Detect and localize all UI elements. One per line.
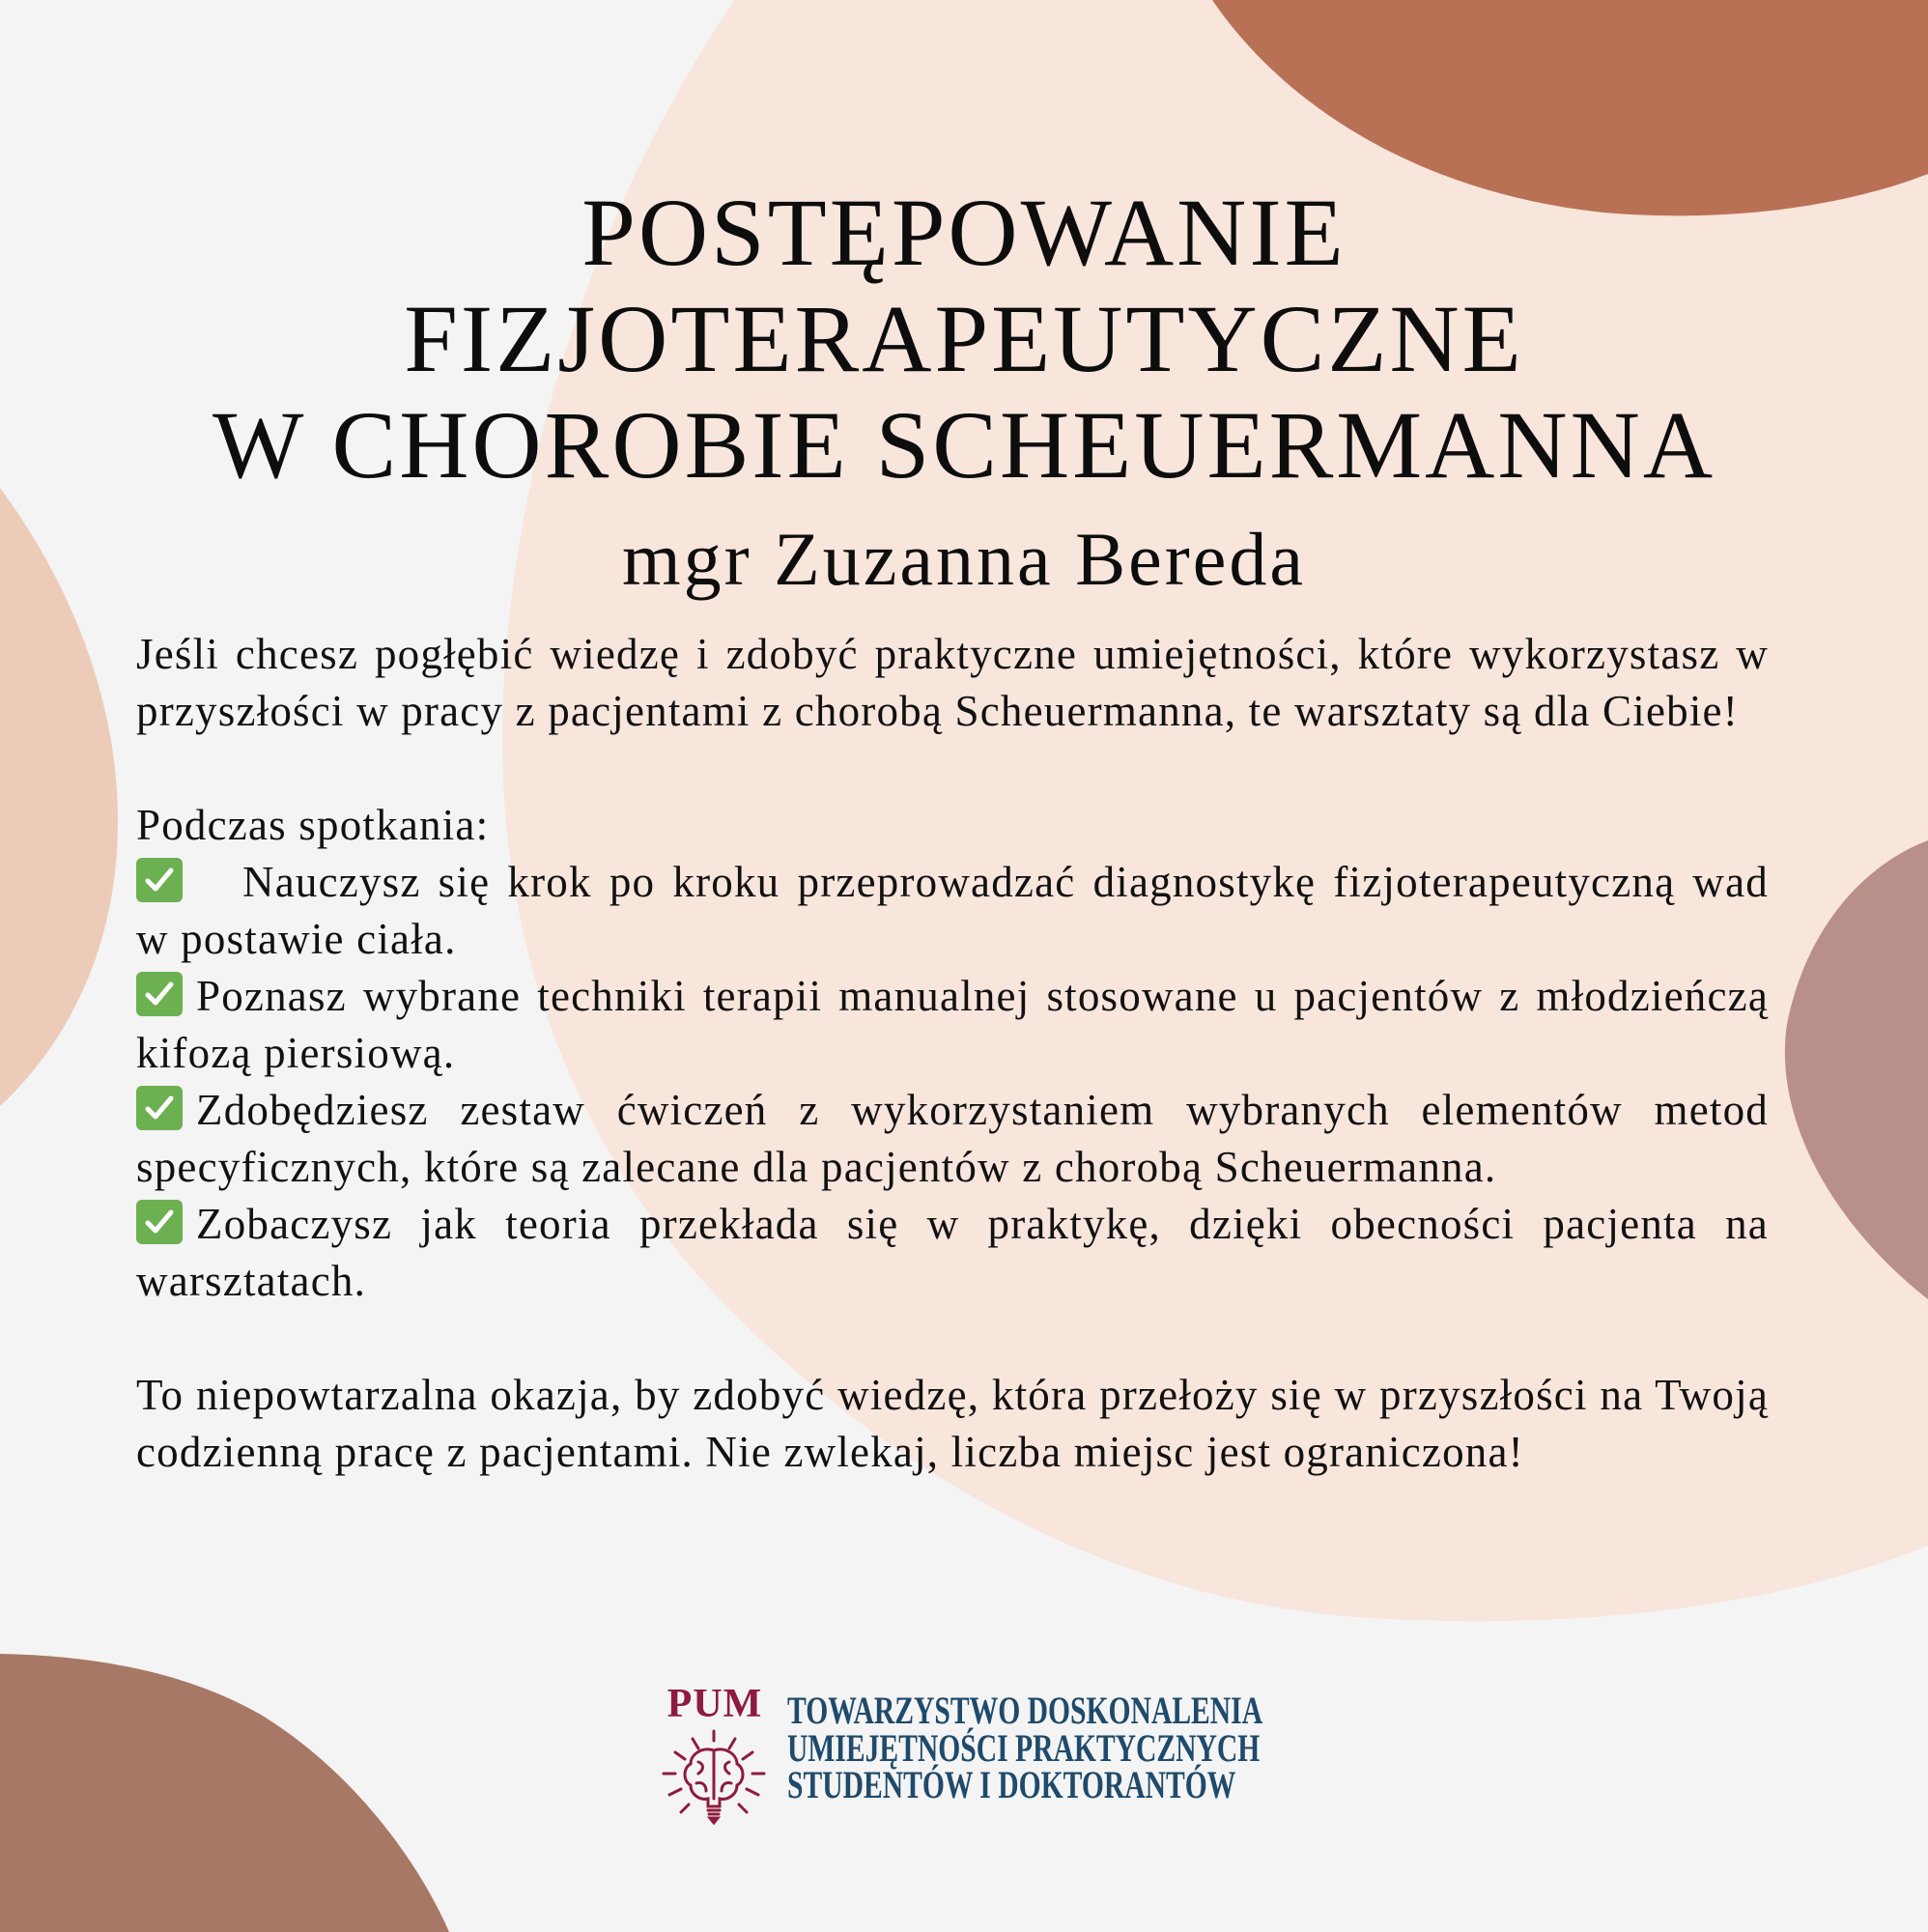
poster-title [0,180,1928,498]
check-mark-button-icon [136,858,183,902]
organization-name-line-3: STUDENTÓW I DOKTORANTÓW [787,1763,1236,1806]
intro-paragraph: Jeśli chcesz pogłębić wiedzę i zdobyć praktyczne umiejętności, które wykorzystasz w przyszłości w pracy z pacjentami z chorobą Scheuermanna, te warsztaty są dla Ciebie! [136,630,1769,735]
benefit-text-1: Nauczysz się krok po kroku przeprowadzać diagnostykę fizjoterapeutyczną wad w postawie ciała. [136,858,1769,963]
benefit-text-2: Poznasz wybrane techniki terapii manualnej stosowane u pacjentów z młodzieńczą kifozą piersiową. [136,972,1769,1077]
list-heading: Podczas spotkania: [136,801,490,849]
benefit-item-3 [136,1082,1769,1196]
check-mark-button-icon [136,1200,183,1244]
title-line-3: W CHOROBIE SCHEUERMANNA [212,391,1716,498]
title-line-1: POSTĘPOWANIE [581,179,1347,286]
benefit-item-4 [136,1196,1769,1310]
poster-body [136,626,1769,1481]
brain-lightbulb-icon [660,1729,768,1831]
pum-logo-mark [660,1681,768,1831]
organization-logo [660,1681,1263,1831]
closing-paragraph: To niepowtarzalna okazja, by zdobyć wiedzę, która przełoży się w przyszłości na Twoją codzienną pracę z pacjentami. Nie zwlekaj, liczba miejsc jest ograniczona! [136,1371,1769,1476]
spacer [136,740,1769,797]
pum-wordmark: PUM [666,1682,763,1726]
spacer [136,1310,1769,1367]
title-line-2: FIZJOTERAPEUTYCZNE [404,285,1524,392]
check-mark-button-icon [136,972,183,1016]
benefit-text-4: Zobaczysz jak teoria przekłada się w praktykę, dzięki obecności pacjenta na warsztatach. [136,1200,1769,1305]
benefit-item-2 [136,968,1769,1082]
organization-name-line-2: UMIEJĘTNOŚCI PRAKTYCZNYCH [787,1725,1261,1770]
benefit-item-1 [136,854,1769,968]
benefit-text-3: Zdobędziesz zestaw ćwiczeń z wykorzystaniem wybranych elementów metod specyficznych, które są zalecane dla pacjentów z chorobą Scheuermanna. [136,1086,1769,1191]
organization-name [787,1689,1263,1806]
organization-name-line-1: TOWARZYSTWO DOSKONALENIA [787,1689,1263,1732]
author-name: mgr Zuzanna Bereda [621,517,1306,601]
check-mark-button-icon [136,1086,183,1130]
